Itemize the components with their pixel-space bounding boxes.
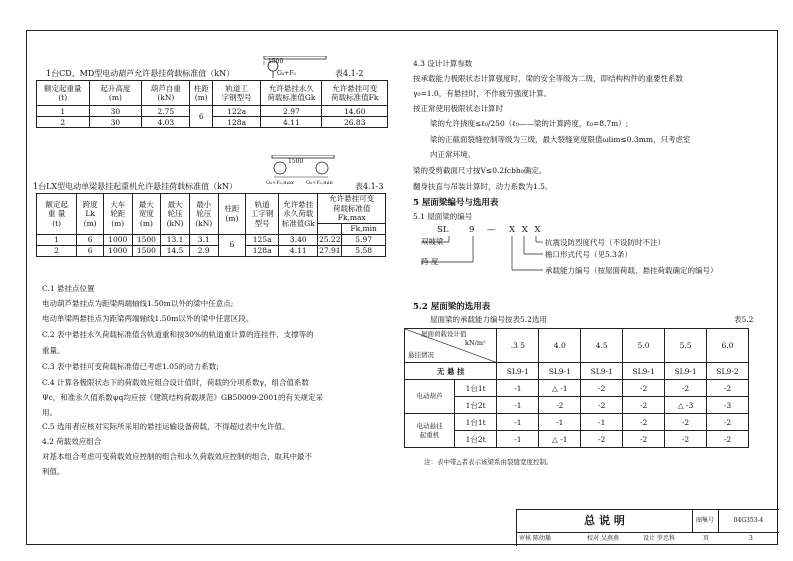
table-row xyxy=(37,245,386,256)
code-label-span: 跨 度 xyxy=(421,257,439,266)
note-line: C.2 表中悬挂永久荷载标准值含轨道重和按30%的轨道重计算的连挂件、支撑等的 xyxy=(42,330,314,339)
s52-cell: -2 xyxy=(581,380,623,397)
signature-row xyxy=(517,532,779,546)
code-note-seismic: 抗震设防烈度代号（不设防时不注） xyxy=(545,238,665,247)
s52-col-head: 5.5 xyxy=(665,329,707,363)
s52-group-label: 电动悬挂 起重机 xyxy=(405,414,455,448)
t1-h-fk: 允许悬挂可变 荷载标准值Fk xyxy=(322,81,388,106)
s52-cell: -2 xyxy=(665,431,707,448)
t1-cell: 26.83 xyxy=(322,117,388,128)
fig-suspension-crane xyxy=(266,155,346,191)
t2-h-gk: 允许悬挂 永久荷载 标准值Gk xyxy=(279,194,318,235)
s52-cell xyxy=(539,380,581,397)
t2-cell: 5.97 xyxy=(342,234,386,245)
triangle-mark-icon: △ xyxy=(677,400,684,410)
t2-h-span: 跨度 Lk (m) xyxy=(77,194,104,235)
note-line: 利值。 xyxy=(42,467,65,476)
t1-cell: 30 xyxy=(89,106,142,117)
body-line: 按正常使用极限状态计算时 xyxy=(413,104,503,113)
s52-cell: SL9-1 xyxy=(623,363,665,380)
body-line: 梁的正截面裂缝控制等级为三级，最大裂缝宽度限值ωlim≤0.3mm，只考虑室 xyxy=(430,135,691,144)
review-label: 审核 xyxy=(519,535,532,542)
s52-cell: -2 xyxy=(581,431,623,448)
s52-cell: SL9-1 xyxy=(665,363,707,380)
t2-cell: 6 xyxy=(77,234,104,245)
t1-h-span: 柱距 (m) xyxy=(190,81,213,106)
note-line: 重量。 xyxy=(42,346,65,355)
body-line: 屋面梁的承载能力编号按表5.2选用 xyxy=(430,315,547,324)
t2-h-width: 最大 宽度 (m) xyxy=(132,194,161,235)
code-dash: — xyxy=(487,225,496,235)
fig-load-label: G₀+F₀ xyxy=(277,70,296,77)
corner-label-unit: kN/m² xyxy=(465,339,486,347)
table-beam-selection xyxy=(404,328,749,448)
s52-cell xyxy=(539,431,581,448)
body-line: 内正常环境。 xyxy=(430,150,475,159)
s52-cell: -1 xyxy=(497,431,539,448)
code-span: 9 xyxy=(469,225,475,235)
table-row xyxy=(405,397,749,414)
beam-code-diagram xyxy=(413,222,773,282)
t2-h-fk-max-sub xyxy=(318,223,342,234)
s52-cell: -2 xyxy=(623,380,665,397)
t2-cell: 25.22 xyxy=(319,234,341,244)
s52-cell: -1 xyxy=(581,414,623,431)
triangle-mark-icon: △ xyxy=(552,434,558,444)
table-row xyxy=(37,106,388,117)
note-line: 用。 xyxy=(42,408,57,417)
checker-name: 吴燕燕 xyxy=(601,535,620,542)
drawing-title: 总 说 明 xyxy=(517,510,693,533)
code-note-capacity: 承载能力编号（按屋面荷载、悬挂荷载确定的编号） xyxy=(545,266,718,275)
atlas-label: 图集号 xyxy=(692,510,719,533)
t2-cell: 2 xyxy=(37,245,77,256)
s52-cell: -2 xyxy=(665,414,707,431)
s52-cell: SL9-2 xyxy=(707,363,749,380)
s52-cell-value: -3 xyxy=(685,400,694,410)
check-label: 校对 xyxy=(587,535,600,542)
table1-number: 表4.1-2 xyxy=(335,69,364,78)
t2-h-min-press: 最小 轮压 (kN) xyxy=(189,194,218,235)
t1-span-cell: 6 xyxy=(190,106,213,128)
triangle-mark-icon: △ xyxy=(552,383,558,393)
s52-cell-value: -1 xyxy=(560,383,568,393)
t2-cell: 1000 xyxy=(103,245,132,256)
s52-col-head: 4.5 xyxy=(581,329,623,363)
table-number: 表5.2 xyxy=(734,315,754,324)
t1-cell: 4.03 xyxy=(142,117,190,128)
table1-caption: 1台CD、MD型电动葫芦允许悬挂荷载标准值（kN） xyxy=(46,69,235,78)
designer-name: 罗忠科 xyxy=(657,535,676,542)
table-row xyxy=(37,117,388,128)
fig-crane-hoist xyxy=(263,56,333,80)
t1-cell: 2 xyxy=(37,117,90,128)
s52-col-head: 6.0 xyxy=(707,329,749,363)
s52-cell: -1 xyxy=(539,414,581,431)
t2-h-col-span: 柱距 (m) xyxy=(218,194,246,235)
t2-h-wheelbase: 大车 轮距 (m) xyxy=(103,194,132,235)
section-heading: 5.1 屋面梁的编号 xyxy=(413,212,473,221)
note-line: 对基本组合考虑可变荷载效应控制的组合和永久荷载效应控制的组合，取其中最不 xyxy=(42,452,312,461)
t1-cell: 1 xyxy=(37,106,90,117)
s52-cell-value: -1 xyxy=(560,434,568,444)
section-heading: 4.2 荷载效应组合 xyxy=(42,437,102,446)
body-line: γ₀=1.0，有悬挂时，不作疲劳强度计算。 xyxy=(413,89,552,98)
t2-h-fk-min: Fk,min xyxy=(342,223,386,234)
t2-h-capacity: 额定起 重 量 (t) xyxy=(37,194,77,235)
s52-cell: -1 xyxy=(497,380,539,397)
t2-cell: 4.11 xyxy=(279,245,318,256)
table2-number: 表4.1-3 xyxy=(355,182,384,191)
t2-h-fk-max: 允许悬挂可变 荷载标准值 Fk,max xyxy=(318,194,386,224)
s52-corner-cell xyxy=(405,329,497,363)
note-line: C.3 表中悬挂可变荷载标准值已考虑1.05的动力系数; xyxy=(42,362,219,371)
t2-h-max-press: 最大 轮压 (kN) xyxy=(161,194,190,235)
body-line: 梁的允许挠度≤ℓ₀/250（ℓ₀——梁的计算跨度，ℓ₀=8.7m）; xyxy=(430,119,629,128)
t1-h-height: 起升高度 (m) xyxy=(89,81,142,106)
note-line: C.5 选用者应核对实际所采用的悬挂运输设备荷载，不得超过表中允许值。 xyxy=(42,422,290,431)
t2-cell: 2.9 xyxy=(189,245,218,256)
s52-sub-label: 1台2t xyxy=(454,431,496,448)
t1-h-beam: 轨道工 字钢型号 xyxy=(213,81,261,106)
note-line: C.1 悬挂点位置 xyxy=(42,284,95,293)
table-row xyxy=(405,363,749,380)
page-number: 3 xyxy=(749,535,753,542)
t2-cell: 1500 xyxy=(132,234,161,245)
s52-group-label: 电动葫芦 xyxy=(405,380,455,414)
t1-cell: 30 xyxy=(89,117,142,128)
fig-dimension: 1500 xyxy=(288,158,304,165)
table-row xyxy=(405,380,749,397)
t2-cell: 13.1 xyxy=(161,234,190,245)
t2-cell: 5.58 xyxy=(342,245,386,256)
s52-none-label: 无 悬 挂 xyxy=(405,363,497,380)
note-line: 电动单梁两悬挂点为距梁两端轴线1.50m以外的梁中任意区段。 xyxy=(42,314,254,323)
corner-label-hang: 悬挂情况 xyxy=(408,351,434,359)
t1-h-capacity: 额定起重量 (t) xyxy=(37,81,90,106)
section-heading: 4.3 设计计算参数 xyxy=(413,59,473,68)
s52-cell: -2 xyxy=(623,414,665,431)
note-line: Ψc，和准永久值系数ψq均应按《建筑结构荷载规范》GB50009-2001的有关规定采 xyxy=(42,393,323,402)
s52-cell: -1 xyxy=(497,414,539,431)
t2-cell: 3.1 xyxy=(189,234,218,245)
table2-caption: 1台LX型电动单梁悬挂起重机允许悬挂荷载标准值（kN） xyxy=(33,182,237,191)
reviewer-name: 陈幼璠 xyxy=(533,535,552,542)
code-xxx: X X X xyxy=(509,225,543,235)
body-line: 按承载能力极限状态计算强度时，梁的安全等级为二级，即结构构件的重要性系数 xyxy=(413,74,683,83)
s52-cell: -2 xyxy=(623,431,665,448)
table-lx-crane xyxy=(36,193,386,257)
t1-h-weight: 葫芦自重 (kN) xyxy=(142,81,190,106)
section-heading: 5.2 屋面梁的选用表 xyxy=(413,302,491,312)
t2-cell: 27.91 xyxy=(319,245,341,255)
note-line: C.4 计算各极限状态下的荷载效应组合设计值时，荷载的分项系数γ，组合值系数 xyxy=(42,378,309,387)
t1-cell: 2.75 xyxy=(142,106,190,117)
t1-cell: 14.60 xyxy=(322,106,388,117)
s52-cell xyxy=(665,397,707,414)
s52-cell: -2 xyxy=(707,414,749,431)
s52-cell: SL9-1 xyxy=(497,363,539,380)
table-row xyxy=(405,431,749,448)
table-cd-md-hoist xyxy=(36,80,388,128)
t1-cell: 128a xyxy=(213,117,261,128)
design-label: 设计 xyxy=(643,535,656,542)
s52-cell: -2 xyxy=(581,397,623,414)
t1-cell: 4.11 xyxy=(261,117,322,128)
t2-cell: 1500 xyxy=(132,245,161,256)
code-label-double-slope: 双坡梁 xyxy=(421,237,444,246)
table-row xyxy=(37,234,386,245)
table-row xyxy=(405,414,749,431)
section-heading: 5 屋面梁编号与选用表 xyxy=(413,198,499,208)
t2-cell: 14.5 xyxy=(161,245,190,256)
t2-cell: 128a xyxy=(246,245,279,256)
page-label: 页 xyxy=(703,535,710,542)
t2-cell: 1000 xyxy=(103,234,132,245)
code-note-eave: 檐口形式代号（见5.3条） xyxy=(545,250,632,259)
t2-cell: 125a xyxy=(246,234,279,245)
t1-cell: 122a xyxy=(213,106,261,117)
t2-cell: 6 xyxy=(77,245,104,256)
t1-cell: 2.97 xyxy=(261,106,322,117)
t2-cell: 1 xyxy=(37,234,77,245)
s52-cell: SL9-1 xyxy=(581,363,623,380)
t2-span-cell: 6 xyxy=(218,234,246,256)
body-line: 翻身扶直与吊装计算时，动力系数为1.5。 xyxy=(413,182,553,191)
s52-cell: -2 xyxy=(539,397,581,414)
s52-cell: -1 xyxy=(497,397,539,414)
s52-col-head: .3 5 xyxy=(497,329,539,363)
s52-cell: -3 xyxy=(707,397,749,414)
fig-min-load-label: G₀+F₀,min xyxy=(306,180,333,186)
t2-h-beam: 轨道 工字钢 型号 xyxy=(246,194,279,235)
s52-sub-label: 1台1t xyxy=(454,380,496,397)
corner-label-load: 屋面荷载设计值 xyxy=(421,330,467,338)
atlas-number: 04G353-4 xyxy=(718,510,779,533)
fig-max-load-label: G₀+F₀,max xyxy=(266,180,294,186)
t2-cell: 3.40 xyxy=(279,234,318,245)
code-prefix: SL xyxy=(437,225,449,235)
fig-dimension: 1500 xyxy=(268,58,284,65)
s52-sub-label: 1台2t xyxy=(454,397,496,414)
s52-cell: -2 xyxy=(707,431,749,448)
body-line: 梁的受剪截面尺寸按V≤0.2fcbh₀确定。 xyxy=(413,166,547,175)
table-footnote: 注：表中带△者表示该梁系由裂缝宽度控制。 xyxy=(424,458,553,466)
s52-cell: -2 xyxy=(665,380,707,397)
t1-h-gk: 允许悬挂永久 荷载标准值Gk xyxy=(261,81,322,106)
note-line: 电动葫芦悬挂点为距梁两端轴线1.50m以外的梁中任意点; xyxy=(42,299,234,308)
s52-cell: -2 xyxy=(623,397,665,414)
title-block xyxy=(516,509,779,546)
s52-sub-label: 1台1t xyxy=(454,414,496,431)
s52-cell: SL9-1 xyxy=(539,363,581,380)
s52-col-head: 4.0 xyxy=(539,329,581,363)
s52-cell: -2 xyxy=(707,380,749,397)
s52-col-head: 5.0 xyxy=(623,329,665,363)
